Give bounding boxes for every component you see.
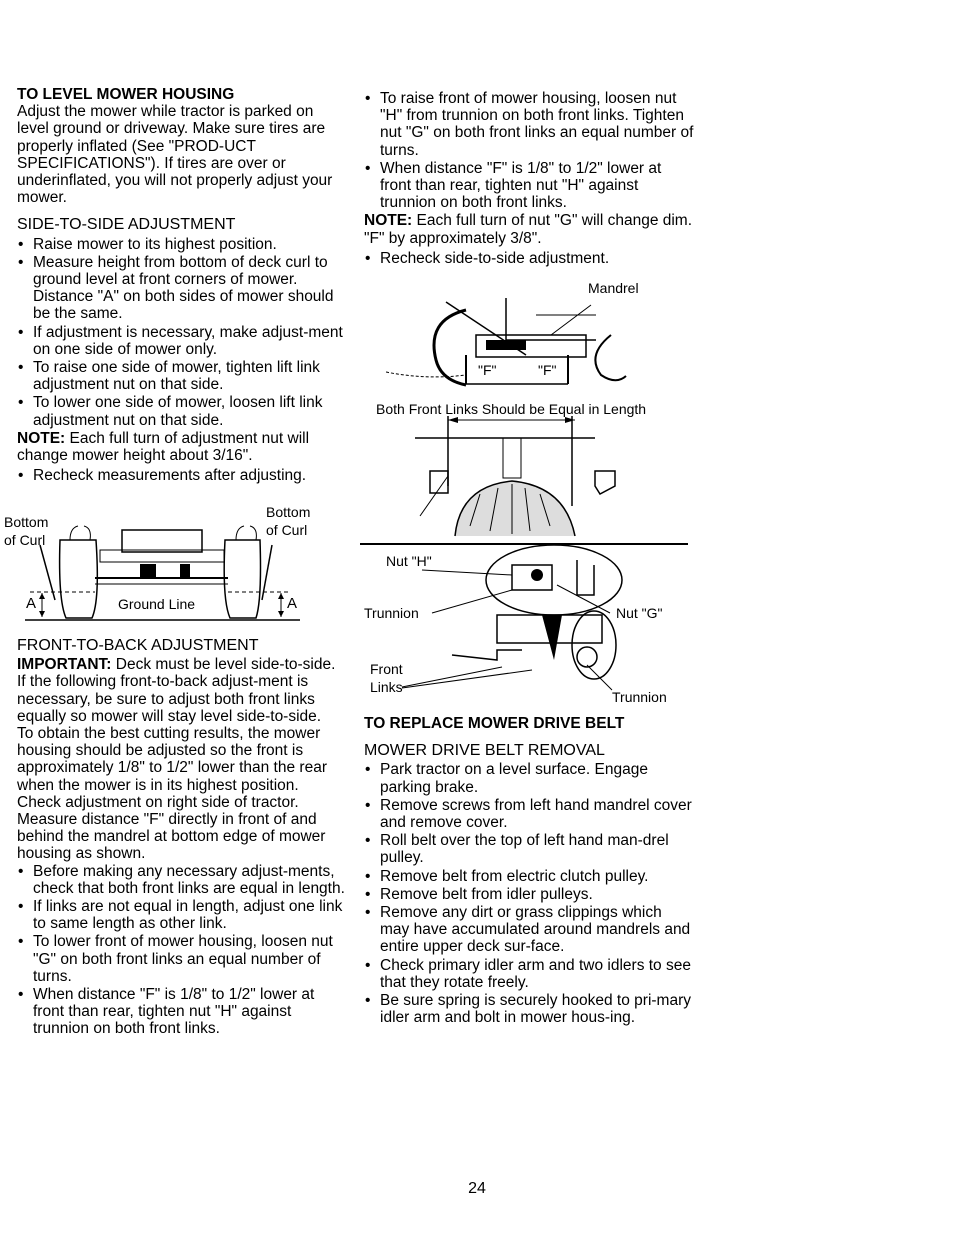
list-item: • Remove belt from idler pulleys. [364,886,694,903]
left-column-lower [17,637,345,1039]
list-item: • Remove any dirt or grass clippings which may have accumulated around mandrels and entire upper deck sur-face. [364,904,694,956]
list-item: • If links are not equal in length, adjust one link to same length as other link. [17,898,345,932]
front-links-diagram [400,416,630,541]
note-label: NOTE: [364,212,413,230]
best-results-paragraph: To obtain the best cutting results, the mower housing should be adjusted so the front is approximately 1/8" to 1/2" lower than the rear when the mower is in its highest position. [17,725,327,794]
links-label: Links [370,679,403,695]
trunnion-illustration [362,545,692,705]
side-to-side-heading: SIDE-TO-SIDE ADJUSTMENT [17,216,236,234]
front-links-illustration [400,416,630,541]
replace-belt-heading: TO REPLACE MOWER DRIVE BELT [364,715,625,732]
list-item: • To lower front of mower housing, loosen nut "G" on both front links an equal number of turns. [17,933,345,985]
list-item: • To lower one side of mower, loosen lift link adjustment nut on that side. [17,394,345,428]
distance-a-right: A [287,595,298,612]
side-to-side-diagram [0,500,345,625]
right-note [364,212,694,246]
side-to-side-list [17,236,345,429]
note-text: Each full turn of adjustment nut will change mower height about 3/16". [17,429,310,465]
list-item: • When distance "F" is 1/8" to 1/2" lower at front than rear, tighten nut "H" against trunnion on both front links. [17,986,345,1038]
right-column [364,90,694,268]
front-links-caption: Both Front Links Should be Equal in Length [376,401,647,417]
belt-removal-list [364,761,694,1026]
bottom-curl-label-left-2: of Curl [4,532,46,548]
list-item: • Roll belt over the top of left hand man-drel pulley. [364,832,694,866]
list-item: • Remove screws from left hand mandrel cover and remove cover. [364,797,694,831]
mandrel-f-diagram [386,280,686,390]
check-adjustment-paragraph: Check adjustment on right side of tractor. Measure distance "F" directly in front of and behind the mandrel at bottom edge of mower housing as shown. [17,793,326,863]
level-intro: Adjust the mower while tractor is parked on level ground or driveway. Make sure tires are properly inflated (See "PROD-UCT SPECIFICATIONS"). If tires are over or underinflated, you will not properly adjust your mower. [17,103,333,207]
bottom-curl-label-right-2: of Curl [266,522,308,538]
page-number: 24 [468,1180,486,1197]
ground-line-label: Ground Line [118,596,196,612]
front-label: Front [370,661,403,677]
distance-a-left: A [26,595,37,612]
bottom-curl-label-right-1: Bottom [266,504,311,520]
raise-front-list [364,90,694,211]
mandrel-label: Mandrel [588,280,639,296]
list-item: • Park tractor on a level surface. Engage parking brake. [364,761,694,795]
recheck-side-list [364,250,694,267]
bottom-curl-label-left-1: Bottom [4,514,49,530]
dimension-f-rear: "F" [538,362,557,378]
list-item: • Check primary idler arm and two idlers to see that they rotate freely. [364,957,694,991]
list-item: • To raise front of mower housing, loosen nut "H" from trunnion on both front links. Tighten nut "G" on both front links an equal number of turns. [364,90,694,159]
list-item: • Measure height from bottom of deck curl to ground level at front corners of mower. Distance "A" on both sides of mower should be the same. [17,254,345,323]
nut-h-label: Nut "H" [386,553,432,569]
nut-g-label: Nut "G" [616,605,663,621]
important-paragraph [17,656,345,725]
list-item: • When distance "F" is 1/8" to 1/2" lower at front than rear, tighten nut "H" against trunnion on both front links. [364,160,694,212]
trunnion-diagram [362,545,692,705]
front-to-back-list [17,863,345,1038]
list-item: • Recheck measurements after adjusting. [17,467,345,484]
list-item: • To raise one side of mower, tighten lift link adjustment nut on that side. [17,359,345,393]
level-mower-heading: TO LEVEL MOWER HOUSING [17,86,235,103]
list-item: • Recheck side-to-side adjustment. [364,250,694,267]
trunnion-label-top: Trunnion [364,605,419,621]
note-label: NOTE: [17,429,66,447]
list-item: • Remove belt from electric clutch pulley. [364,868,694,885]
list-item: • Be sure spring is securely hooked to pri-mary idler arm and bolt in mower hous-ing. [364,992,694,1026]
list-item: • Raise mower to its highest position. [17,236,345,253]
important-label: IMPORTANT: [17,656,112,674]
left-column [17,86,345,485]
dimension-f-front: "F" [478,362,497,378]
recheck-list [17,467,345,484]
belt-removal-heading: MOWER DRIVE BELT REMOVAL [364,742,605,760]
note-text: Each full turn of nut "G" will change dim. "F" by approximately 3/8". [364,212,693,247]
front-to-back-heading: FRONT-TO-BACK ADJUSTMENT [17,637,259,654]
important-text: Deck must be level side-to-side. If the following front-to-back adjust-ment is necessary, be sure to adjust both front links equally so mower will stay level side-to-side. [17,656,336,725]
trunnion-label-bottom: Trunnion [612,689,667,705]
side-note [17,430,345,464]
mandrel-illustration [386,280,686,390]
right-column-lower [364,715,694,1027]
list-item: • If adjustment is necessary, make adjust-ment on one side of mower only. [17,324,345,358]
list-item: • Before making any necessary adjust-ments, check that both front links are equal in length. [17,863,345,897]
